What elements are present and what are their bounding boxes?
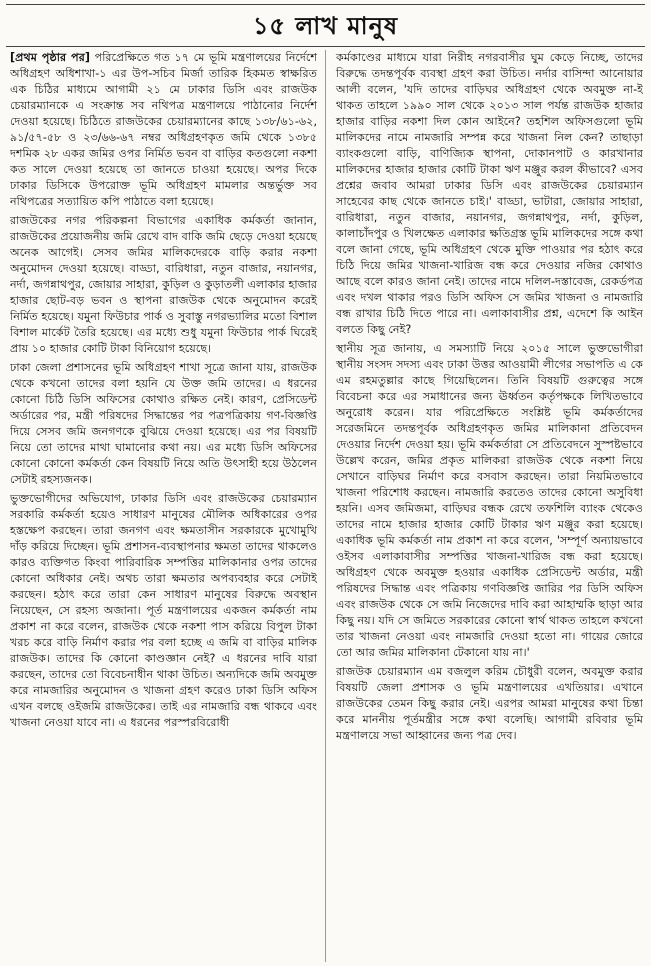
paragraph: রাজউকের নগর পরিকল্পনা বিভাগের একাধিক কর্মকর্তা জানান, রাজউকের প্রয়োজনীয় জমি রেখে বাদ বাকি জমি ছেড়ে দেওয়া হয়েছে অনেক আগেই। সেসব জমির মালিকদেরকে বাড়ি করার নকশা অনুমোদন দেওয়া হয়েছে। বাড্ডা, বারিধারা, নতুন বাজার, নয়ানগর, নর্দা, জগন্নাথপুর, জোয়ার সাহারা, কুড়িল ও কুড়াতলী এলাকার হাজার হাজার ছোট-বড় ভবন ও স্থাপনা রাজউক থেকে অনুমোদন করেই নির্মিত হয়েছে। যমুনা ফিউচার পার্ক ও সুবাস্তু নগরভ্যালির মতো বিশাল বিশাল মার্কেট তৈরি হয়েছে। এর মধ্যে শুধু যমুনা ফিউচার পার্ক ঘিরেই প্রায় ১০ হাজার কোটি টাকা বিনিয়োগ হয়েছে। (10, 214, 317, 355)
headline: ১৫ লাখ মানুষ (6, 6, 645, 47)
paragraph-text: পরিপ্রেক্ষিতে গত ১৭ মে ভূমি মন্ত্রণালয়ের নির্দেশে অধিগ্রহণ অধিশাখা-১ এর উপ-সচিব মির্জা তারিক হিকমত স্বাক্ষরিত এক চিঠির মাধ্যমে আগামী ২১ মে ঢাকার ডিসি এবং রাজউক চেয়ারম্যানকে এ সংক্রান্ত সব নথিপত্র মন্ত্রণালয়ে পাঠানোর নির্দেশ দেওয়া হয়েছে। চিঠিতে রাজউকের চেয়ারম্যানের কাছে ১৩৮/৬১-৬২, ৯১/৫৭-৫৮ ও ২৩/৬৬-৬৭ নম্বর অধিগ্রহণকৃত জমি থেকে ১৩৮৫ দশমিক ২৮ একর জমির ওপর নির্মিত ভবন বা বাড়ির কতগুলো নকশা কত সালে দেওয়া হয়েছে তা জানতে চাওয়া হয়েছে। অপর দিকে ঢাকার ডিসিকে উপরোক্ত ভূমি অধিগ্রহণ মামলার অন্তর্ভুক্ত সব নথিপত্রের সত্যায়িত কপি পাঠাতে বলা হয়েছে। (10, 51, 317, 208)
paragraph: ভুক্তভোগীদের অভিযোগ, ঢাকার ডিসি এবং রাজউকের চেয়ারম্যান সরকারি কর্মকর্তা হয়েও সাধারণ মানুষের মৌলিক অধিকারের ওপর হস্তক্ষেপ করছেন। তারা জনগণ এবং ক্ষমতাসীন সরকারকে মুখোমুখি দাঁড় করিয়ে দিচ্ছেন। ভূমি প্রশাসন-ব্যবস্থাপনার ক্ষমতা তাদের থাকলেও কারও ব্যক্তিগত কিংবা পারিবারিক সম্পত্তির মালিকানার ওপর তাদের কোনো অধিকার নেই। অথচ তারা ক্ষমতার অপব্যবহার করে সেটাই করছেন। হঠাৎ করে তারা কেন সাধারণ মানুষের বিরুদ্ধে অবস্থান নিয়েছেন, সে রহস্য অজানা। পূর্ত মন্ত্রণালয়ের একজন কর্মকর্তা নাম প্রকাশ না করে বলেন, রাজউক থেকে নকশা পাস করিয়ে বিপুল টাকা খরচ করে বাড়ি নির্মাণ করার পর বলা হচ্ছে এ জমি বা বাড়ির মালিক রাজউক। তাদের কি কোনো কাণ্ডজ্ঞান নেই? এ ধরনের দাবি যারা করছেন, তাদের তো বিবেচনাধীন থাকা উচিত। অন্যদিকে জমি অবমুক্ত করে নামজারির অনুমোদন ও খাজনা গ্রহণ করেও ঢাকা ডিসি অফিস এখন বলছে ওইজমি রাজউকের। তাই এর নামজারি বন্ধ থাকবে এবং খাজনা নেওয়া যাবে না। এ ধরনের পরস্পরবিরোধী (10, 492, 317, 729)
paragraph (10, 50, 317, 210)
right-column (326, 50, 643, 962)
paragraph: রাজউক চেয়ারম্যান এম বজলুল করিম চৌধুরী বলেন, অবমুক্ত করার বিষয়টি জেলা প্রশাসক ও ভূমি মন্ত্রণালয়ের এখতিয়ার। এখানে রাজউকের তেমন কিছু করার নেই। এরপর আমরা মানুষের কথা চিন্তা করে মাননীয় পূর্তমন্ত্রীর সঙ্গে কথা বলেছি। আগামী রবিবার ভূমি মন্ত্রণালয়ে সভা আহ্বানের জন্য পত্র দেব। (336, 665, 643, 742)
continuation-label: [প্রথম পৃষ্ঠার পর] (10, 51, 90, 64)
paragraph: স্থানীয় সূত্র জানায়, এ সমস্যাটি নিয়ে ২০১৫ সালে ভুক্তভোগীরা স্থানীয় সংসদ সদস্য এবং ঢাকা উত্তর আওয়ামী লীগের সভাপতি এ কে এম রহমতুল্লার কাছে গিয়েছিলেন। তিনি বিষয়টি গুরুত্বের সঙ্গে বিবেচনা করে এর সমাধানের জন্য ঊর্ধ্বতন কর্তৃপক্ষকে লিখিতভাবে অনুরোধ করেন। যার পরিপ্রেক্ষিতে সংশ্লিষ্ট ভূমি কর্মকর্তাদের সরেজমিনে তদন্তপূর্বক অধিগ্রহণকৃত জমির মালিকানা প্রতিবেদন দেওয়ার নির্দেশ দেওয়া হয়। ভূমি কর্মকর্তারা সে প্রতিবেদনে সুস্পষ্টভাবে উল্লেখ করেন, জমির প্রকৃত মালিকরা রাজউক থেকে নকশা নিয়ে সেখানে বাড়িঘর নির্মাণ করে বসবাস করছেন। তারা নিয়মিতভাবে খাজনা পরিশোধ করছেন। নামজারি করতেও তাদের কোনো অসুবিধা হয়নি। এসব জমিজমা, বাড়িঘর বন্ধক রেখে তফশিলি ব্যাংক থেকেও তাদের নামে হাজার হাজার কোটি টাকার ঋণ মঞ্জুর করা হয়েছে। একাধিক ভূমি কর্মকর্তা নাম প্রকাশ না করে বলেন, 'সম্পূর্ণ অন্যায়ভাবে ওইসব এলাকাবাসীর সম্পত্তির খাজনা-খারিজ বন্ধ করা হয়েছে। অধিগ্রহণ থেকে অবমুক্ত হওয়ার একাধিক প্রেসিডেন্ট অর্ডার, মন্ত্রী পরিষদের সিদ্ধান্ত এবং পত্রিকায় গণবিজ্ঞপ্তি জারির পর ডিসি অফিস এবং রাজউক থেকে সে জমি নিজেদের দাবি করা আহাম্মকি ছাড়া আর কিছু নয়। যদি সে জমিতে সরকারের কোনো স্বার্থ থাকত তাহলে কখনো তার খাজনা নেওয়া এবং নামজারি দেওয়া হতো না। গায়ের জোরে তো আর জমির মালিকানা টেকানো যায় না।' (336, 342, 643, 659)
top-rule (6, 4, 645, 5)
article-columns (10, 50, 643, 962)
paragraph: ঢাকা জেলা প্রশাসনের ভূমি অধিগ্রহণ শাখা সূত্রে জানা যায়, রাজউক থেকে কখনো তাদের বলা হয়নি যে উক্ত জমি তাদের। এ ধরনের কোনো চিঠি ডিসি অফিসের কোথাও রক্ষিত নেই। কারণ, প্রেসিডেন্ট অর্ডারের পর, মন্ত্রী পরিষদের সিদ্ধান্তের পর পত্রপত্রিকায় গণ-বিজ্ঞপ্তি দিয়ে সেসব জমি জনগণকে বুঝিয়ে দেওয়া হয়েছে। এর পর বিষয়টি নিয়ে তো তাদের মাথা ঘামানোর কথা নয়। এর মধ্যে ডিসি অফিসের কোনো কোনো কর্মকর্তা কেন বিষয়টি নিয়ে অতি উৎসাহী হয়ে উঠলেন সেটাই রহস্যজনক। (10, 361, 317, 486)
paragraph: কর্মকাণ্ডের মাধ্যমে যারা নিরীহ নগরবাসীর ঘুম কেড়ে নিচ্ছে, তাদের বিরুদ্ধে তদন্তপূর্বক ব্যবস্থা গ্রহণ করা উচিত। নর্দার বাসিন্দা আনোয়ার আলী বলেন, 'যদি তাদের বাড়িঘর অধিগ্রহণ থেকে অবমুক্ত না-ই থাকত তাহলে ১৯৯০ সাল থেকে ২০১৩ সাল পর্যন্ত রাজউক হাজার হাজার বাড়ির নকশা দিল কোন আইনে? তহশিল অফিসগুলো ভূমি মালিকদের নামে নামজারি সম্পন্ন করে খাজনা নিল কেন? তাছাড়া ব্যাংকগুলো বাড়ি, বাণিজ্যিক স্থাপনা, দোকানপাট ও কারখানার মালিকদের হাজার হাজার কোটি টাকা ঋণ মঞ্জুর করল কীভাবে? এসব প্রশ্নের জবাব আমরা ঢাকার ডিসি এবং রাজউকের চেয়ারম্যান সাহেবের কাছ থেকে জানতে চাই।' বাড্ডা, ভাটারা, জোয়ার সাহারা, বারিধারা, নতুন বাজার, নয়ানগর, জগন্নাথপুর, নর্দা, কুড়িল, কালাচাঁদপুর ও খিলক্ষেত এলাকার ক্ষতিগ্রস্ত ভূমি মালিকদের সঙ্গে কথা বলে জানা গেছে, ভূমি অধিগ্রহণ থেকে মুক্তি পাওয়ার পর হঠাৎ করে চিঠি দিয়ে জমির খাজনা-খারিজ বন্ধ করে দেওয়ার নজির কোথাও আছে বলে কারও জানা নেই। তাদের নামে দলিল-দস্তাবেজ, রেকর্ডপত্র এবং দখল থাকার পরও ডিসি অফিস সে জমির খাজনা ও নামজারি বন্ধ রাখার চিঠি দিতে পারে না। এলাকাবাসীর প্রশ্ন, এদেশে কি আইন বলতে কিছু নেই? (336, 51, 643, 336)
left-column (10, 50, 326, 962)
